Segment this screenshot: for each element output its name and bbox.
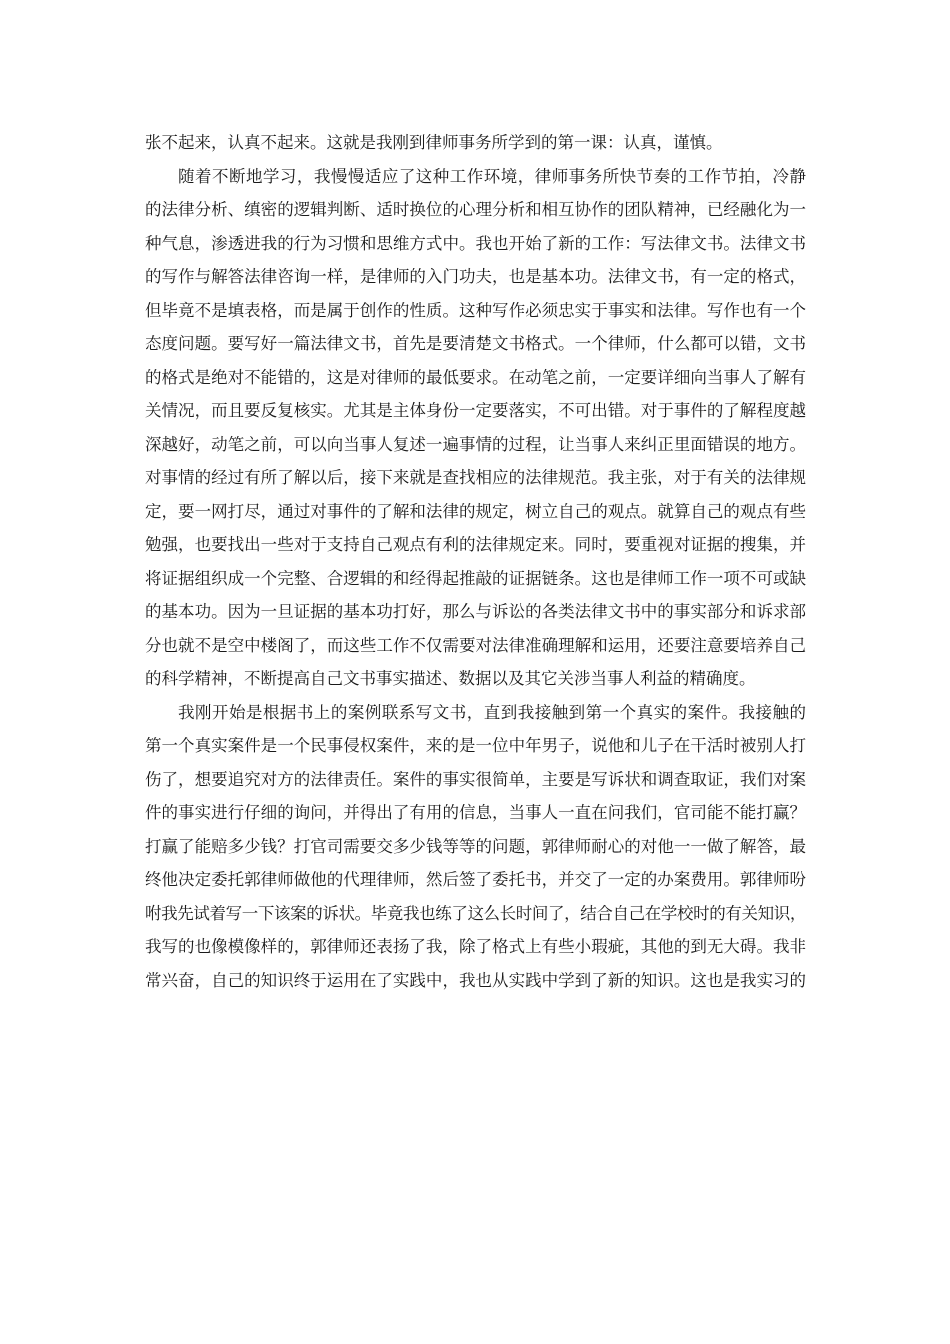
text-line: 终他决定委托郭律师做他的代理律师，然后签了委托书，并交了一定的办案费用。郭律师吩 <box>145 870 806 889</box>
text-line: 的基本功。因为一旦证据的基本功打好，那么与诉讼的各类法律文书中的事实部分和诉求部 <box>145 602 806 621</box>
text-line: 随着不断地学习，我慢慢适应了这种工作环境，律师事务所快节奏的工作节拍，冷静 <box>178 166 806 186</box>
paragraph <box>145 160 806 696</box>
text-line: 的法律分析、缜密的逻辑判断、适时换位的心理分析和相互协作的团队精神，已经融化为一 <box>145 200 806 219</box>
text-line: 张不起来，认真不起来。这就是我刚到律师事务所学到的第一课：认真，谨慎。 <box>145 133 723 152</box>
text-line: 打赢了能赔多少钱？打官司需要交多少钱等等的问题，郭律师耐心的对他一一做了解答，最 <box>145 836 806 856</box>
text-line: 我刚开始是根据书上的案例联系写文书，直到我接触到第一个真实的案件。我接触的 <box>178 702 806 722</box>
text-line: 但毕竟不是填表格，而是属于创作的性质。这种写作必须忠实于事实和法律。写作也有一个 <box>145 300 806 320</box>
text-line: 的科学精神，不断提高自己文书事实描述、数据以及其它关涉当事人利益的精确度。 <box>145 669 756 688</box>
text-line: 将证据组织成一个完整、合逻辑的和经得起推敲的证据链条。这也是律师工作一项不可或缺 <box>145 568 806 588</box>
paragraph <box>145 126 806 160</box>
text-line: 我写的也像模像样的，郭律师还表扬了我，除了格式上有些小瑕疵，其他的到无大碍。我非 <box>145 937 806 956</box>
text-line: 种气息，渗透进我的行为习惯和思维方式中。我也开始了新的工作：写法律文书。法律文书 <box>145 233 806 253</box>
text-line: 常兴奋，自己的知识终于运用在了实践中，我也从实践中学到了新的知识。这也是我实习的 <box>145 970 806 990</box>
text-line: 的格式是绝对不能错的，这是对律师的最低要求。在动笔之前，一定要详细向当事人了解有 <box>145 367 806 387</box>
text-line: 的写作与解答法律咨询一样，是律师的入门功夫，也是基本功。法律文书，有一定的格式， <box>145 267 806 286</box>
text-line: 态度问题。要写好一篇法律文书，首先是要清楚文书格式。一个律师，什么都可以错，文书 <box>145 334 806 353</box>
text-line: 伤了，想要追究对方的法律责任。案件的事实很简单，主要是写诉状和调查取证，我们对案 <box>145 769 806 789</box>
text-line: 第一个真实案件是一个民事侵权案件，来的是一位中年男子，说他和儿子在干活时被别人打 <box>145 736 806 755</box>
text-line: 件的事实进行仔细的询问，并得出了有用的信息，当事人一直在问我们，官司能不能打赢？ <box>145 803 806 822</box>
text-line: 勉强，也要找出一些对于支持自己观点有利的法律规定来。同时，要重视对证据的搜集，并 <box>145 535 806 554</box>
text-line: 定，要一网打尽，通过对事件的了解和法律的规定，树立自己的观点。就算自己的观点有些 <box>145 501 806 521</box>
text-line: 咐我先试着写一下该案的诉状。毕竟我也练了这么长时间了，结合自己在学校时的有关知识， <box>145 903 807 923</box>
paragraph <box>145 696 806 998</box>
text-line: 关情况，而且要反复核实。尤其是主体身份一定要落实，不可出错。对于事件的了解程度越 <box>145 401 806 420</box>
document-body <box>145 126 806 997</box>
text-line: 对事情的经过有所了解以后，接下来就是查找相应的法律规范。我主张，对于有关的法律规 <box>145 468 806 487</box>
text-line: 分也就不是空中楼阁了，而这些工作不仅需要对法律准确理解和运用，还要注意要培养自己 <box>145 635 806 655</box>
text-line: 深越好，动笔之前，可以向当事人复述一遍事情的过程，让当事人来纠正里面错误的地方。 <box>145 434 806 454</box>
